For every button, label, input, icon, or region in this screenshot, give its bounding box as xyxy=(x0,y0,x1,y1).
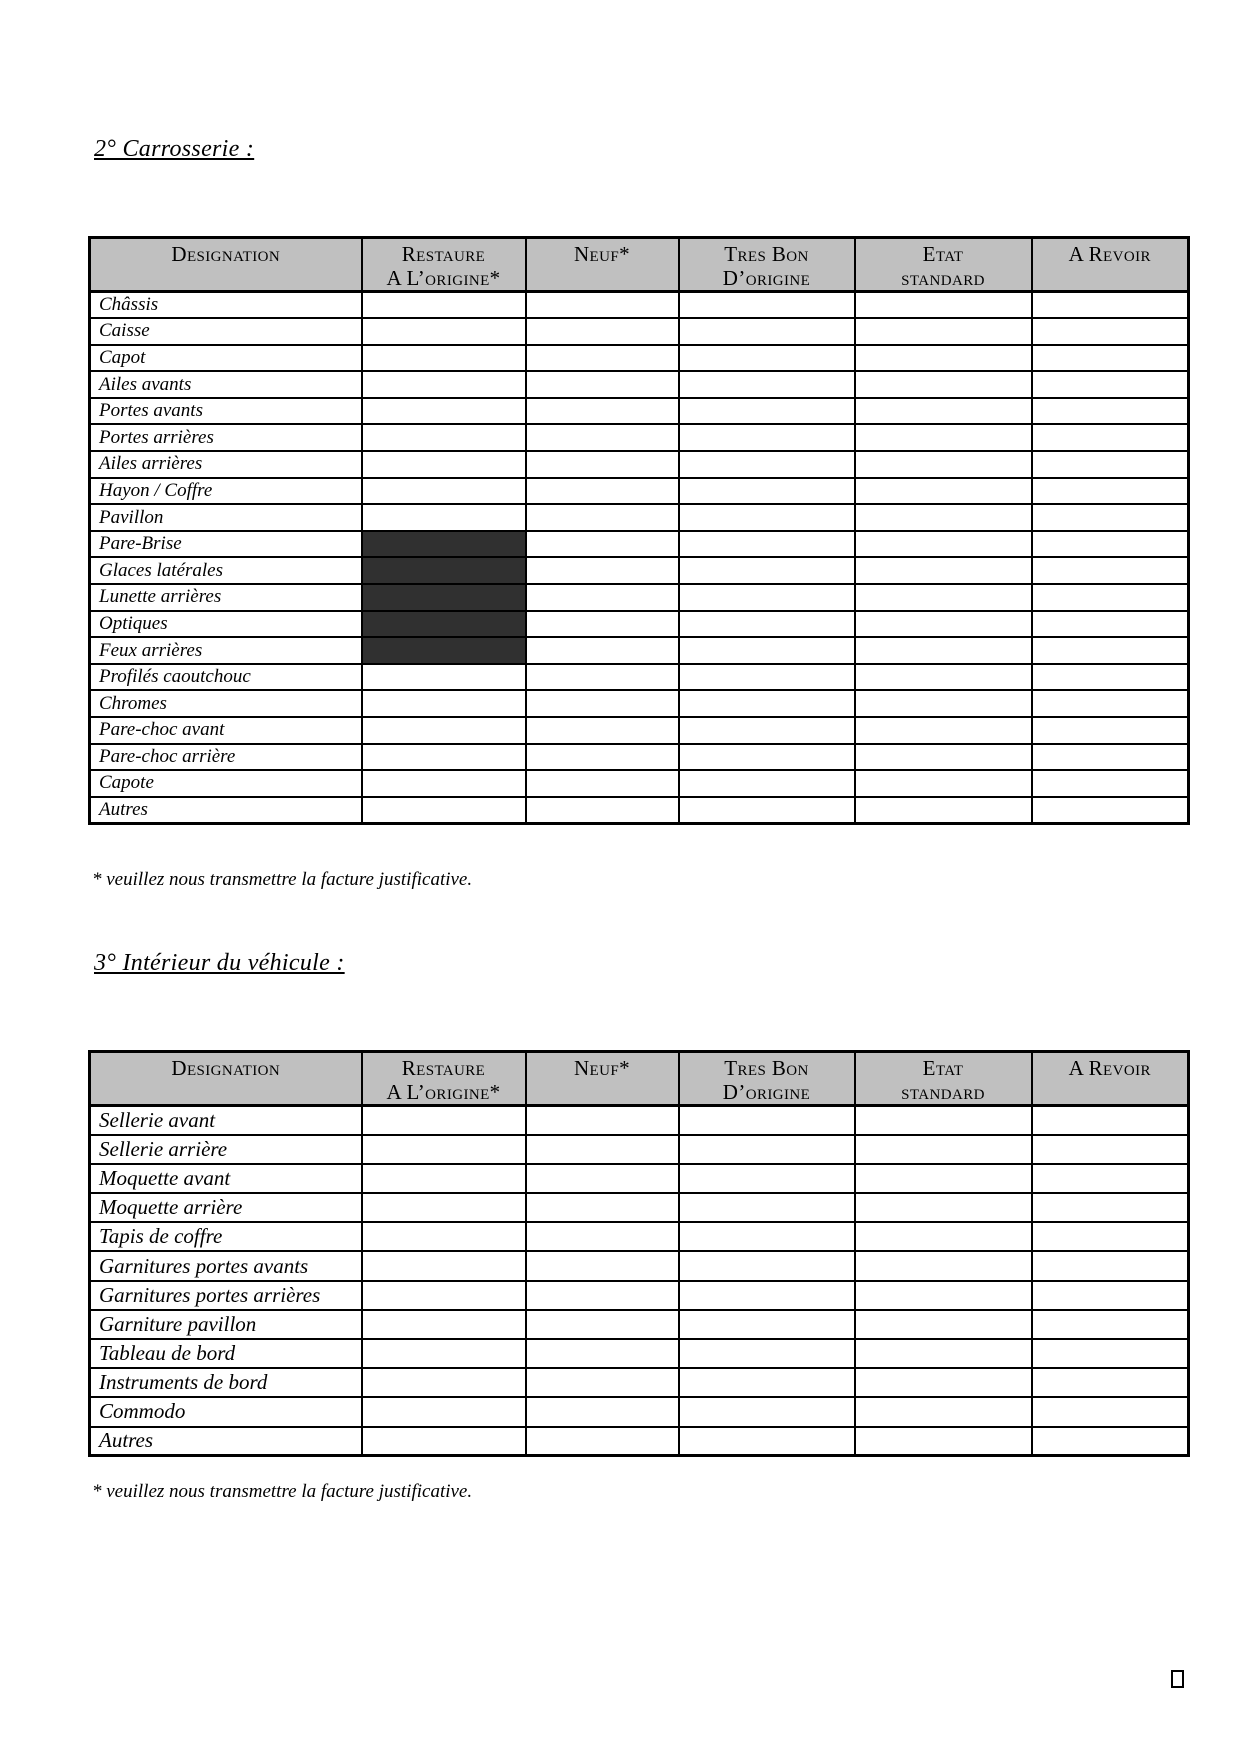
header-row xyxy=(90,1052,1189,1106)
empty-cell xyxy=(1032,770,1189,797)
table-row xyxy=(90,744,1189,771)
empty-cell xyxy=(1032,504,1189,531)
empty-cell xyxy=(679,717,855,744)
header-row xyxy=(90,238,1189,292)
row-label: Commodo xyxy=(90,1397,362,1426)
empty-cell xyxy=(1032,744,1189,771)
table-row xyxy=(90,318,1189,345)
empty-cell xyxy=(679,292,855,319)
header-line: Tres Bon xyxy=(724,1056,809,1080)
column-header-etat-standard xyxy=(855,1052,1032,1106)
empty-cell xyxy=(362,398,526,425)
empty-cell xyxy=(362,1368,526,1397)
empty-cell xyxy=(855,1397,1032,1426)
empty-cell xyxy=(855,451,1032,478)
empty-cell xyxy=(362,1427,526,1456)
row-label: Pare-Brise xyxy=(90,531,362,558)
header-line: A Revoir xyxy=(1068,1056,1151,1080)
invoice-footnote-interieur: * veuillez nous transmettre la facture justificative. xyxy=(92,1481,473,1502)
empty-cell xyxy=(679,1164,855,1193)
table-row xyxy=(90,664,1189,691)
redacted-cell xyxy=(362,531,526,558)
table-row xyxy=(90,345,1189,372)
empty-cell xyxy=(362,797,526,824)
table-row xyxy=(90,531,1189,558)
table-row xyxy=(90,584,1189,611)
empty-cell xyxy=(362,1397,526,1426)
redacted-cell xyxy=(362,584,526,611)
table-row xyxy=(90,1164,1189,1193)
header-line: standard xyxy=(901,266,985,290)
empty-cell xyxy=(855,637,1032,664)
header-line: Restaure xyxy=(401,242,486,266)
empty-cell xyxy=(362,717,526,744)
empty-cell xyxy=(362,424,526,451)
empty-box-glyph xyxy=(1171,1670,1184,1688)
empty-cell xyxy=(679,424,855,451)
header-line: Designation xyxy=(171,242,281,266)
header-line: D’origine xyxy=(722,266,811,290)
row-label: Ailes arrières xyxy=(90,451,362,478)
empty-cell xyxy=(679,1427,855,1456)
empty-cell xyxy=(526,1222,679,1251)
empty-cell xyxy=(1032,1427,1189,1456)
empty-cell xyxy=(679,1310,855,1339)
empty-cell xyxy=(679,637,855,664)
empty-cell xyxy=(362,690,526,717)
table-row xyxy=(90,717,1189,744)
empty-cell xyxy=(526,531,679,558)
empty-cell xyxy=(679,451,855,478)
row-label: Châssis xyxy=(90,292,362,319)
row-label: Garnitures portes avants xyxy=(90,1251,362,1280)
empty-cell xyxy=(679,557,855,584)
empty-cell xyxy=(679,744,855,771)
empty-cell xyxy=(855,770,1032,797)
column-header-tres-bon-origine xyxy=(679,1052,855,1106)
table-row xyxy=(90,1281,1189,1310)
empty-cell xyxy=(1032,1135,1189,1164)
empty-cell xyxy=(526,292,679,319)
column-header-a-revoir xyxy=(1032,1052,1189,1106)
row-label: Tapis de coffre xyxy=(90,1222,362,1251)
table-row xyxy=(90,1427,1189,1456)
row-label: Portes arrières xyxy=(90,424,362,451)
empty-cell xyxy=(855,1281,1032,1310)
empty-cell xyxy=(362,770,526,797)
table-row xyxy=(90,637,1189,664)
empty-cell xyxy=(679,690,855,717)
section-title-interieur: 3° Intérieur du véhicule : xyxy=(94,950,345,976)
empty-cell xyxy=(679,504,855,531)
header-line: Etat xyxy=(922,242,964,266)
table-row xyxy=(90,424,1189,451)
empty-cell xyxy=(1032,1397,1189,1426)
empty-cell xyxy=(526,1310,679,1339)
empty-cell xyxy=(362,478,526,505)
empty-cell xyxy=(362,318,526,345)
empty-cell xyxy=(1032,345,1189,372)
empty-cell xyxy=(855,1193,1032,1222)
empty-cell xyxy=(362,504,526,531)
empty-cell xyxy=(1032,611,1189,638)
empty-cell xyxy=(855,1339,1032,1368)
empty-cell xyxy=(1032,584,1189,611)
row-label: Chromes xyxy=(90,690,362,717)
row-label: Pare-choc arrière xyxy=(90,744,362,771)
empty-cell xyxy=(1032,557,1189,584)
table-row xyxy=(90,504,1189,531)
row-label: Pavillon xyxy=(90,504,362,531)
empty-cell xyxy=(362,1164,526,1193)
table-row xyxy=(90,292,1189,319)
empty-cell xyxy=(526,424,679,451)
empty-cell xyxy=(679,664,855,691)
empty-cell xyxy=(362,744,526,771)
empty-cell xyxy=(1032,1222,1189,1251)
empty-cell xyxy=(362,1193,526,1222)
carrosserie-table-header xyxy=(90,238,1189,292)
table-row xyxy=(90,770,1189,797)
empty-cell xyxy=(526,611,679,638)
empty-cell xyxy=(679,318,855,345)
row-label: Optiques xyxy=(90,611,362,638)
redacted-cell xyxy=(362,637,526,664)
empty-cell xyxy=(679,1193,855,1222)
table-row xyxy=(90,1397,1189,1426)
empty-cell xyxy=(855,1222,1032,1251)
row-label: Portes avants xyxy=(90,398,362,425)
empty-cell xyxy=(526,1193,679,1222)
table-row xyxy=(90,478,1189,505)
empty-cell xyxy=(679,611,855,638)
empty-cell xyxy=(362,1281,526,1310)
empty-cell xyxy=(855,531,1032,558)
empty-cell xyxy=(362,451,526,478)
empty-cell xyxy=(855,1164,1032,1193)
row-label: Capot xyxy=(90,345,362,372)
table-row xyxy=(90,1368,1189,1397)
carrosserie-condition-table xyxy=(88,236,1190,825)
empty-cell xyxy=(526,1339,679,1368)
row-label: Glaces latérales xyxy=(90,557,362,584)
empty-cell xyxy=(526,797,679,824)
empty-cell xyxy=(855,318,1032,345)
empty-cell xyxy=(855,690,1032,717)
empty-cell xyxy=(526,504,679,531)
empty-cell xyxy=(526,770,679,797)
empty-cell xyxy=(526,637,679,664)
header-line: Neuf* xyxy=(573,1056,630,1080)
empty-cell xyxy=(855,1368,1032,1397)
row-label: Feux arrières xyxy=(90,637,362,664)
empty-cell xyxy=(362,371,526,398)
invoice-footnote-carrosserie: * veuillez nous transmettre la facture justificative. xyxy=(92,869,473,890)
column-header-etat-standard xyxy=(855,238,1032,292)
column-header-designation xyxy=(90,238,362,292)
empty-cell xyxy=(679,1251,855,1280)
empty-cell xyxy=(526,1397,679,1426)
empty-cell xyxy=(526,664,679,691)
table-row xyxy=(90,1310,1189,1339)
empty-cell xyxy=(526,318,679,345)
row-label: Pare-choc avant xyxy=(90,717,362,744)
empty-cell xyxy=(1032,797,1189,824)
row-label: Garniture pavillon xyxy=(90,1310,362,1339)
table-row xyxy=(90,690,1189,717)
header-line: A L’origine* xyxy=(386,1080,501,1104)
table-row xyxy=(90,1222,1189,1251)
header-line: Etat xyxy=(922,1056,964,1080)
empty-cell xyxy=(1032,1193,1189,1222)
row-label: Hayon / Coffre xyxy=(90,478,362,505)
empty-cell xyxy=(679,584,855,611)
empty-cell xyxy=(679,1368,855,1397)
table-row xyxy=(90,1135,1189,1164)
empty-cell xyxy=(679,371,855,398)
column-header-restaure-origine xyxy=(362,238,526,292)
empty-cell xyxy=(526,690,679,717)
row-label: Ailes avants xyxy=(90,371,362,398)
empty-cell xyxy=(679,531,855,558)
empty-cell xyxy=(526,1106,679,1135)
row-label: Caisse xyxy=(90,318,362,345)
empty-cell xyxy=(1032,1368,1189,1397)
row-label: Garnitures portes arrières xyxy=(90,1281,362,1310)
column-header-a-revoir xyxy=(1032,238,1189,292)
column-header-neuf xyxy=(526,238,679,292)
header-line: standard xyxy=(901,1080,985,1104)
empty-cell xyxy=(855,1135,1032,1164)
empty-cell xyxy=(855,292,1032,319)
empty-cell xyxy=(855,504,1032,531)
table-row xyxy=(90,451,1189,478)
empty-cell xyxy=(362,345,526,372)
header-line: Restaure xyxy=(401,1056,486,1080)
header-line: Designation xyxy=(171,1056,281,1080)
table-row xyxy=(90,1193,1189,1222)
row-label: Capote xyxy=(90,770,362,797)
empty-cell xyxy=(855,717,1032,744)
empty-cell xyxy=(362,1251,526,1280)
row-label: Profilés caoutchouc xyxy=(90,664,362,691)
empty-cell xyxy=(855,664,1032,691)
row-label: Instruments de bord xyxy=(90,1368,362,1397)
empty-cell xyxy=(855,424,1032,451)
empty-cell xyxy=(855,611,1032,638)
empty-cell xyxy=(526,584,679,611)
empty-cell xyxy=(1032,664,1189,691)
empty-cell xyxy=(855,1106,1032,1135)
empty-cell xyxy=(526,345,679,372)
row-label: Autres xyxy=(90,1427,362,1456)
empty-cell xyxy=(679,1397,855,1426)
empty-cell xyxy=(1032,371,1189,398)
table-row xyxy=(90,398,1189,425)
empty-cell xyxy=(362,1135,526,1164)
empty-cell xyxy=(526,744,679,771)
empty-cell xyxy=(1032,1339,1189,1368)
row-label: Lunette arrières xyxy=(90,584,362,611)
empty-cell xyxy=(855,345,1032,372)
empty-cell xyxy=(1032,292,1189,319)
empty-cell xyxy=(855,1427,1032,1456)
table-row xyxy=(90,1106,1189,1135)
empty-cell xyxy=(362,664,526,691)
empty-cell xyxy=(1032,637,1189,664)
empty-cell xyxy=(679,1339,855,1368)
table-row xyxy=(90,1339,1189,1368)
empty-cell xyxy=(679,1135,855,1164)
empty-cell xyxy=(679,345,855,372)
empty-cell xyxy=(855,557,1032,584)
empty-cell xyxy=(526,1135,679,1164)
column-header-neuf xyxy=(526,1052,679,1106)
row-label: Autres xyxy=(90,797,362,824)
empty-cell xyxy=(1032,690,1189,717)
empty-cell xyxy=(1032,1106,1189,1135)
empty-cell xyxy=(362,1310,526,1339)
column-header-designation xyxy=(90,1052,362,1106)
empty-cell xyxy=(526,717,679,744)
empty-cell xyxy=(362,1222,526,1251)
header-line: A Revoir xyxy=(1068,242,1151,266)
empty-cell xyxy=(1032,318,1189,345)
empty-cell xyxy=(1032,717,1189,744)
empty-cell xyxy=(526,1427,679,1456)
empty-cell xyxy=(526,1368,679,1397)
empty-cell xyxy=(526,451,679,478)
carrosserie-table-body xyxy=(90,292,1189,824)
empty-cell xyxy=(526,478,679,505)
section-title-carrosserie: 2° Carrosserie : xyxy=(94,136,255,162)
empty-cell xyxy=(679,398,855,425)
header-line: Neuf* xyxy=(573,242,630,266)
empty-cell xyxy=(679,1222,855,1251)
empty-cell xyxy=(1032,424,1189,451)
empty-cell xyxy=(679,1106,855,1135)
empty-cell xyxy=(526,1164,679,1193)
row-label: Moquette arrière xyxy=(90,1193,362,1222)
empty-cell xyxy=(679,797,855,824)
interieur-condition-table xyxy=(88,1050,1190,1457)
header-line: Tres Bon xyxy=(724,242,809,266)
row-label: Tableau de bord xyxy=(90,1339,362,1368)
empty-cell xyxy=(855,478,1032,505)
empty-cell xyxy=(1032,531,1189,558)
table-row xyxy=(90,797,1189,824)
empty-cell xyxy=(855,371,1032,398)
empty-cell xyxy=(855,744,1032,771)
table-row xyxy=(90,371,1189,398)
interieur-table-body xyxy=(90,1106,1189,1456)
empty-cell xyxy=(679,478,855,505)
table-row xyxy=(90,557,1189,584)
table-row xyxy=(90,1251,1189,1280)
row-label: Sellerie arrière xyxy=(90,1135,362,1164)
empty-cell xyxy=(855,797,1032,824)
empty-cell xyxy=(855,1310,1032,1339)
table-row xyxy=(90,611,1189,638)
empty-cell xyxy=(1032,478,1189,505)
empty-cell xyxy=(1032,1164,1189,1193)
empty-cell xyxy=(1032,451,1189,478)
empty-cell xyxy=(526,1251,679,1280)
empty-cell xyxy=(855,1251,1032,1280)
empty-cell xyxy=(526,1281,679,1310)
empty-cell xyxy=(1032,398,1189,425)
column-header-tres-bon-origine xyxy=(679,238,855,292)
empty-cell xyxy=(362,1106,526,1135)
empty-cell xyxy=(1032,1251,1189,1280)
empty-cell xyxy=(1032,1310,1189,1339)
empty-cell xyxy=(679,770,855,797)
column-header-restaure-origine xyxy=(362,1052,526,1106)
row-label: Sellerie avant xyxy=(90,1106,362,1135)
empty-cell xyxy=(526,557,679,584)
redacted-cell xyxy=(362,611,526,638)
interieur-table-header xyxy=(90,1052,1189,1106)
empty-cell xyxy=(855,398,1032,425)
header-line: A L’origine* xyxy=(386,266,501,290)
empty-cell xyxy=(526,398,679,425)
redacted-cell xyxy=(362,557,526,584)
row-label: Moquette avant xyxy=(90,1164,362,1193)
empty-cell xyxy=(362,1339,526,1368)
empty-cell xyxy=(1032,1281,1189,1310)
empty-cell xyxy=(855,584,1032,611)
empty-cell xyxy=(526,371,679,398)
header-line: D’origine xyxy=(722,1080,811,1104)
empty-cell xyxy=(362,292,526,319)
empty-cell xyxy=(679,1281,855,1310)
